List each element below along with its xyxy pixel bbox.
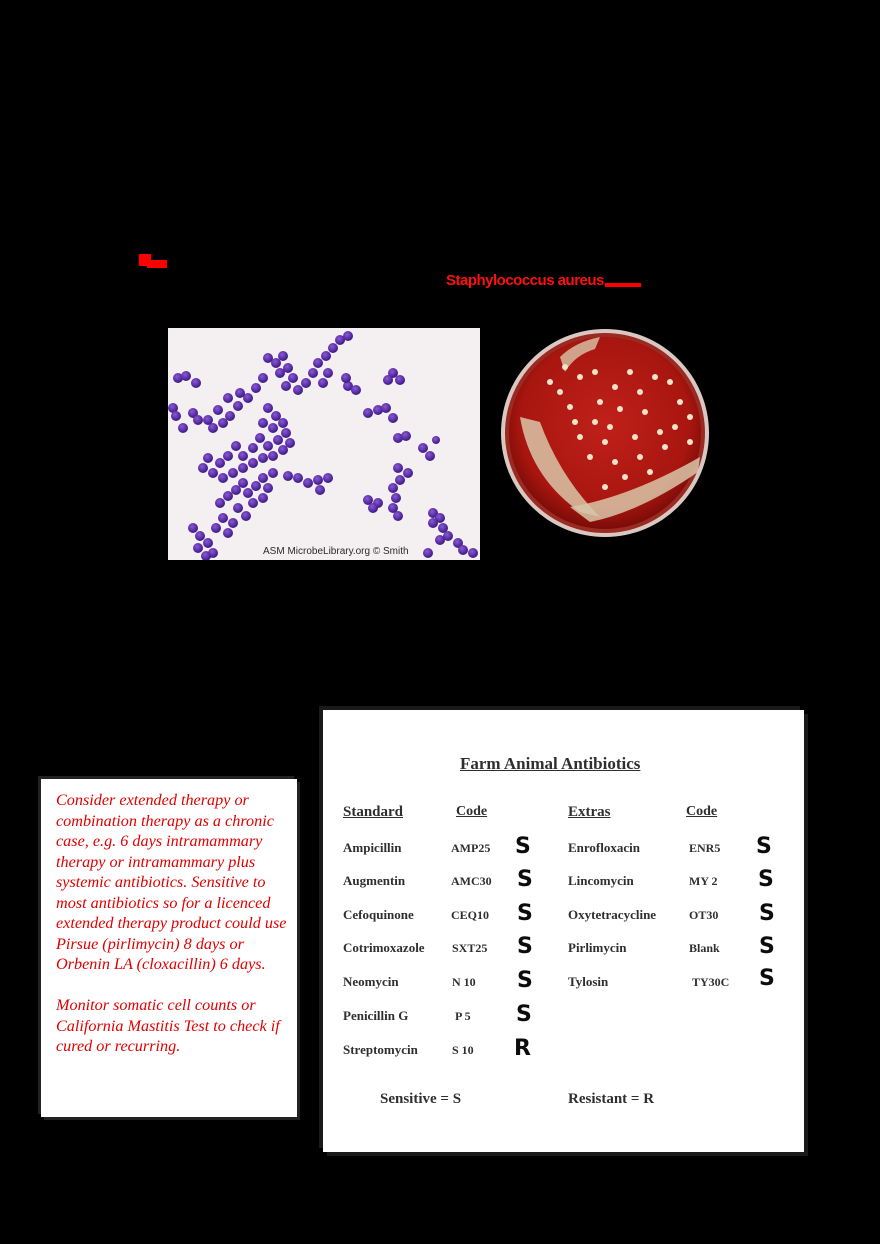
sensitive-mark-icon: S bbox=[515, 834, 531, 859]
image-caption: ASM MicrobeLibrary.org © Smith bbox=[263, 546, 409, 557]
extras-code: Blank bbox=[689, 941, 720, 955]
sensitive-mark-icon: S bbox=[759, 934, 775, 959]
sensitive-mark-icon: S bbox=[517, 867, 533, 892]
sensitive-mark-icon: S bbox=[517, 968, 533, 993]
standard-code: P 5 bbox=[455, 1009, 471, 1023]
standard-code: N 10 bbox=[452, 975, 476, 989]
standard-code: S 10 bbox=[452, 1043, 474, 1057]
legend-resistant: Resistant = R bbox=[568, 1091, 655, 1107]
extras-code: OT30 bbox=[689, 908, 719, 922]
note-paragraph: Consider extended therapy or combination therapy as a chronic case, e.g. 6 days intramammary therapy or intramammary plus systemic antibiotics. Sensitive to most antibiotics so for a licenced extended therapy product could use Pirsue (pirlimycin) 8 days or Orbenin LA (cloxacillin) 6 days. bbox=[56, 791, 287, 973]
standard-name: Augmentin bbox=[343, 873, 406, 888]
standard-code: CEQ10 bbox=[451, 908, 490, 922]
sensitive-mark-icon: S bbox=[759, 966, 775, 991]
organism-label bbox=[446, 271, 641, 291]
extras-header: Extras bbox=[568, 804, 611, 820]
extras-name: Tylosin bbox=[568, 974, 609, 989]
cocci-clusters-icon bbox=[168, 328, 480, 560]
standard-name: Streptomycin bbox=[343, 1042, 418, 1057]
sheet-title: Farm Animal Antibiotics bbox=[460, 754, 641, 773]
standard-name: Neomycin bbox=[343, 974, 399, 989]
extras-code: MY 2 bbox=[689, 874, 718, 888]
resistant-mark-icon: R bbox=[514, 1036, 531, 1061]
sensitive-mark-icon: S bbox=[759, 901, 775, 926]
antibiotic-sensitivity-sheet bbox=[323, 710, 804, 1152]
standard-name: Cotrimoxazole bbox=[343, 940, 425, 955]
blood-agar-plate-image bbox=[500, 327, 710, 539]
standard-code: AMC30 bbox=[451, 874, 492, 888]
standard-code-header: Code bbox=[456, 804, 488, 819]
extras-name: Lincomycin bbox=[568, 873, 634, 888]
extras-code: TY30C bbox=[692, 975, 730, 989]
organism-name: Staphylococcus aureus bbox=[446, 272, 604, 289]
extras-name: Pirlimycin bbox=[568, 940, 627, 955]
extras-name: Enrofloxacin bbox=[568, 840, 640, 855]
extras-name: Oxytetracycline bbox=[568, 907, 657, 922]
sensitive-mark-icon: S bbox=[756, 834, 772, 859]
standard-name: Cefoquinone bbox=[343, 907, 414, 922]
standard-header: Standard bbox=[343, 804, 404, 820]
note-paragraph: Monitor somatic cell counts or California Mastitis Test to check if cured or recurring. bbox=[56, 996, 280, 1055]
underline-tail bbox=[605, 283, 641, 287]
sensitive-mark-icon: S bbox=[517, 934, 533, 959]
sensitive-mark-icon: S bbox=[516, 1002, 532, 1027]
sensitive-mark-icon: S bbox=[517, 901, 533, 926]
legend-sensitive: Sensitive = S bbox=[380, 1091, 462, 1107]
gram-stain-image bbox=[168, 328, 480, 560]
standard-code: AMP25 bbox=[451, 841, 491, 855]
sensitive-mark-icon: S bbox=[758, 867, 774, 892]
standard-name: Ampicillin bbox=[343, 840, 402, 855]
red-marker bbox=[139, 254, 167, 270]
extras-code: ENR5 bbox=[689, 841, 721, 855]
standard-name: Penicillin G bbox=[343, 1008, 409, 1023]
standard-code: SXT25 bbox=[452, 941, 488, 955]
treatment-note-box bbox=[41, 779, 297, 1117]
extras-code-header: Code bbox=[686, 804, 718, 819]
petri-dish-icon bbox=[500, 327, 710, 539]
